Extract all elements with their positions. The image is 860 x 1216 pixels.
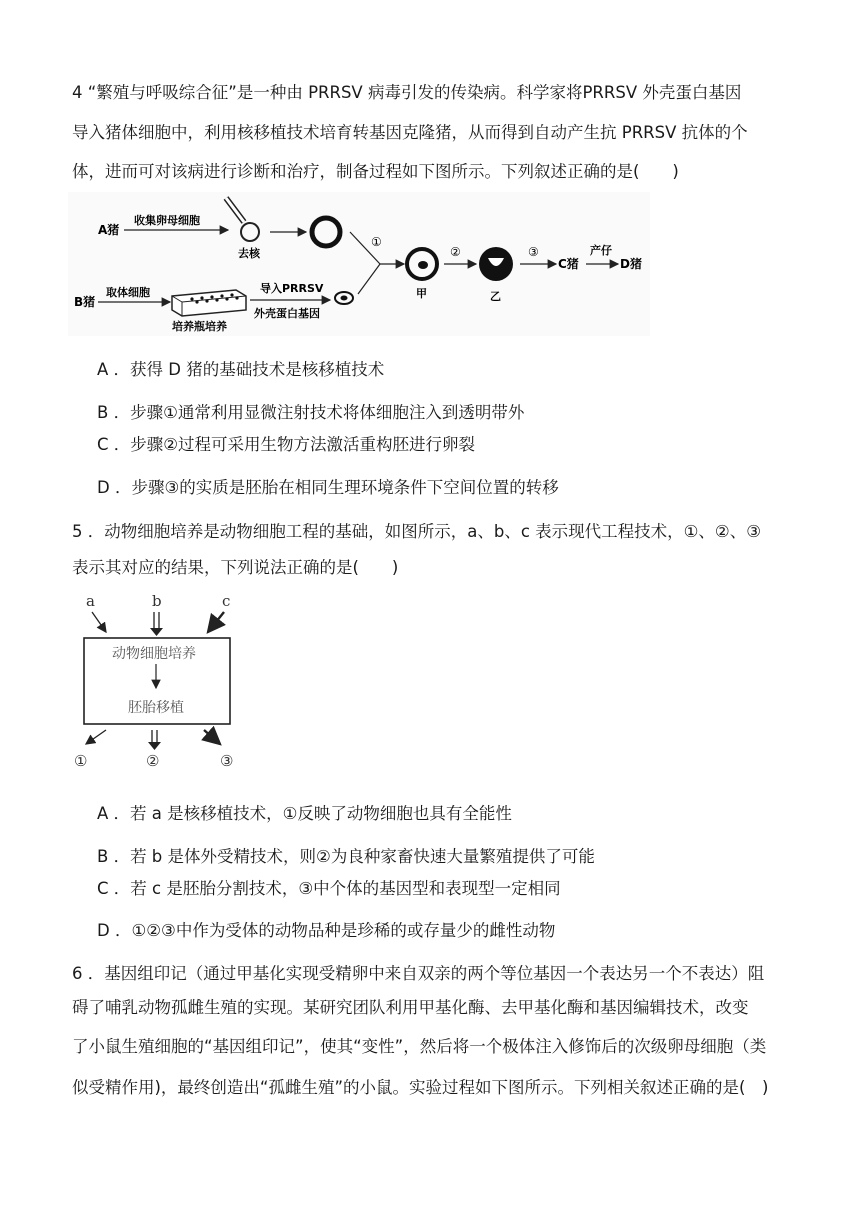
embryo-transfer-label: 胚胎移植: [128, 700, 184, 716]
cell-culture-label: 动物细胞培养: [112, 646, 196, 662]
tech-c-label: c: [222, 592, 231, 610]
q4-option-a: A ．获得 D 猪的基础技术是核移植技术: [97, 360, 385, 379]
arrow-b-double: [150, 612, 163, 636]
arrow-result-3: [204, 730, 220, 744]
q5-stem-line-1: 5 ．动物细胞培养是动物细胞工程的基础，如图所示，a、b、c 表示现代工程技术，①、②、③: [72, 522, 762, 541]
c-pig-label: C猪: [558, 257, 579, 271]
yi-label: 乙: [490, 290, 501, 303]
q6-stem-line-2: 碍了哺乳动物孤雌生殖的实现。某研究团队利用甲基化酶、去甲基化酶和基因编辑技术，改变: [72, 998, 749, 1017]
q5-option-b: B ．若 b 是体外受精技术，则②为良种家畜快速大量繁殖提供了可能: [97, 847, 595, 866]
arrow-a: [92, 612, 106, 632]
result-3-label: ③: [220, 752, 234, 770]
q5-option-d: D ．①②③中作为受体的动物品种是珍稀的或存量少的雌性动物: [97, 921, 556, 940]
q4-figure: [68, 192, 650, 336]
q5-stem-line-2: 表示其对应的结果，下列说法正确的是( ): [72, 558, 399, 577]
import-label-line2: 外壳蛋白基因: [254, 307, 320, 320]
step3-label: ③: [528, 245, 539, 259]
q4-stem-line-1: 4 “繁殖与呼吸综合征”是一种由 PRRSV 病毒引发的传染病。科学家将PRRSV 外壳蛋白基因: [72, 83, 742, 102]
collect-oocyte-label: 收集卵母细胞: [134, 214, 200, 227]
import-label-line1: 导入PRRSV: [260, 282, 324, 295]
q6-stem-line-1: 6 ．基因组印记（通过甲基化实现受精卵中来自双亲的两个等位基因一个表达另一个不表达）阻: [72, 964, 765, 983]
a-pig-label: A猪: [98, 223, 120, 237]
q4-option-d: D ．步骤③的实质是胚胎在相同生理环境条件下空间位置的转移: [97, 478, 559, 497]
q5-option-c: C ．若 c 是胚胎分割技术，③中个体的基因型和表现型一定相同: [97, 879, 561, 898]
result-1-label: ①: [74, 752, 88, 770]
culture-flask-label: 培养瓶培养: [172, 320, 227, 333]
result-2-label: ②: [146, 752, 160, 770]
enucleate-label: 去核: [238, 247, 260, 260]
step2-label: ②: [450, 245, 461, 259]
d-pig-label: D猪: [620, 257, 642, 271]
arrow-c: [208, 612, 224, 632]
yi-embryo-icon: [479, 247, 513, 281]
b-pig-label: B猪: [74, 295, 96, 309]
q6-stem-line-3: 了小鼠生殖细胞的“基因组印记”，使其“变性”，然后将一个极体注入修饰后的次级卵母细胞（类: [72, 1037, 767, 1056]
step1-label: ①: [371, 235, 382, 249]
q4-stem-line-3: 体，进而可对该病进行诊断和治疗，制备过程如下图所示。下列叙述正确的是( ): [72, 162, 679, 181]
q4-stem-line-2: 导入猪体细胞中，利用核移植技术培育转基因克隆猪，从而得到自动产生抗 PRRSV 抗体的个: [72, 123, 748, 142]
q5-figure: [70, 592, 250, 772]
q5-option-a: A ．若 a 是核移植技术，①反映了动物细胞也具有全能性: [97, 804, 512, 823]
arrow-result-1: [86, 730, 106, 744]
arrow-result-2-double: [148, 730, 161, 750]
q6-stem-line-4: 似受精作用)，最终创造出“孤雌生殖”的小鼠。实验过程如下图所示。下列相关叙述正确的是( ): [72, 1078, 769, 1097]
tech-b-label: b: [152, 592, 162, 610]
take-cell-label: 取体细胞: [106, 286, 150, 299]
q4-option-b: B ．步骤①通常利用显微注射技术将体细胞注入到透明带外: [97, 403, 525, 422]
tech-a-label: a: [86, 592, 95, 610]
jia-label: 甲: [416, 287, 427, 300]
birth-label: 产仔: [590, 244, 612, 257]
q4-option-c: C ．步骤②过程可采用生物方法激活重构胚进行卵裂: [97, 435, 476, 454]
